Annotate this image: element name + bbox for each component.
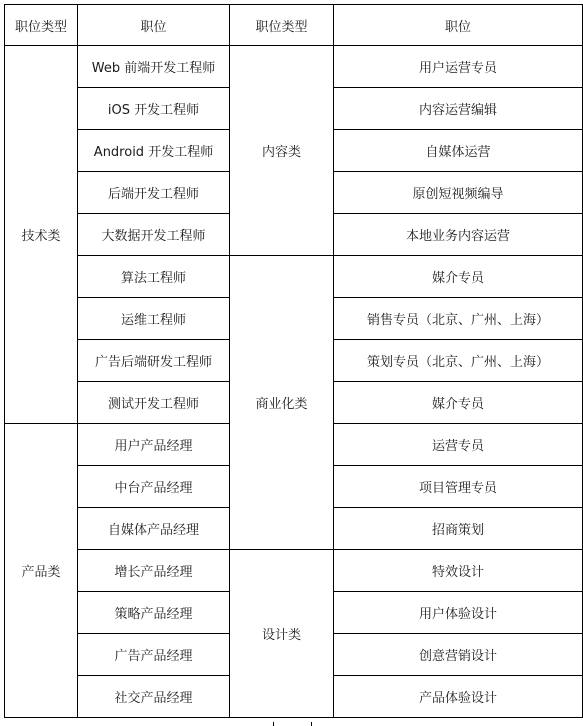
table-header-row xyxy=(5,5,583,46)
left-position-cell: 后端开发工程师 xyxy=(78,172,230,214)
right-position-cell: 媒介专员 xyxy=(334,256,583,298)
right-position-cell: 销售专员（北京、广州、上海） xyxy=(334,298,583,340)
left-position-cell: 算法工程师 xyxy=(78,256,230,298)
left-position-cell: 自媒体产品经理 xyxy=(78,508,230,550)
right-position-cell: 自媒体运营 xyxy=(334,130,583,172)
left-position-cell: 增长产品经理 xyxy=(78,550,230,592)
header-left-position: 职位 xyxy=(78,5,230,46)
right-position-cell: 本地业务内容运营 xyxy=(334,214,583,256)
table-row xyxy=(5,256,583,298)
header-right-category: 职位类型 xyxy=(230,5,334,46)
left-position-cell: Web 前端开发工程师 xyxy=(78,46,230,88)
right-position-cell: 媒介专员 xyxy=(334,382,583,424)
right-category-cell: 商业化类 xyxy=(230,256,334,550)
header-left-category: 职位类型 xyxy=(5,5,78,46)
left-position-cell: 社交产品经理 xyxy=(78,676,230,718)
right-position-cell: 运营专员 xyxy=(334,424,583,466)
left-position-cell: 广告产品经理 xyxy=(78,634,230,676)
left-position-cell: 广告后端研发工程师 xyxy=(78,340,230,382)
right-position-cell: 内容运营编辑 xyxy=(334,88,583,130)
left-position-cell: 策略产品经理 xyxy=(78,592,230,634)
left-position-cell: 运维工程师 xyxy=(78,298,230,340)
table-row xyxy=(5,550,583,592)
right-position-cell: 创意营销设计 xyxy=(334,634,583,676)
table-edge-mark xyxy=(273,722,274,726)
right-position-cell: 策划专员（北京、广州、上海） xyxy=(334,340,583,382)
left-position-cell: 中台产品经理 xyxy=(78,466,230,508)
left-position-cell: 用户产品经理 xyxy=(78,424,230,466)
left-category-cell: 技术类 xyxy=(5,46,78,424)
right-position-cell: 产品体验设计 xyxy=(334,676,583,718)
right-position-cell: 招商策划 xyxy=(334,508,583,550)
right-position-cell: 特效设计 xyxy=(334,550,583,592)
table-edge-mark xyxy=(311,722,312,726)
left-position-cell: Android 开发工程师 xyxy=(78,130,230,172)
left-position-cell: iOS 开发工程师 xyxy=(78,88,230,130)
right-category-cell: 内容类 xyxy=(230,46,334,256)
right-position-cell: 原创短视频编导 xyxy=(334,172,583,214)
left-position-cell: 大数据开发工程师 xyxy=(78,214,230,256)
header-right-position: 职位 xyxy=(334,5,583,46)
job-positions-table xyxy=(4,4,583,718)
table-body xyxy=(5,46,583,718)
right-position-cell: 用户运营专员 xyxy=(334,46,583,88)
right-position-cell: 用户体验设计 xyxy=(334,592,583,634)
left-position-cell: 测试开发工程师 xyxy=(78,382,230,424)
right-category-cell: 设计类 xyxy=(230,550,334,718)
table-row xyxy=(5,46,583,88)
right-position-cell: 项目管理专员 xyxy=(334,466,583,508)
left-category-cell: 产品类 xyxy=(5,424,78,718)
